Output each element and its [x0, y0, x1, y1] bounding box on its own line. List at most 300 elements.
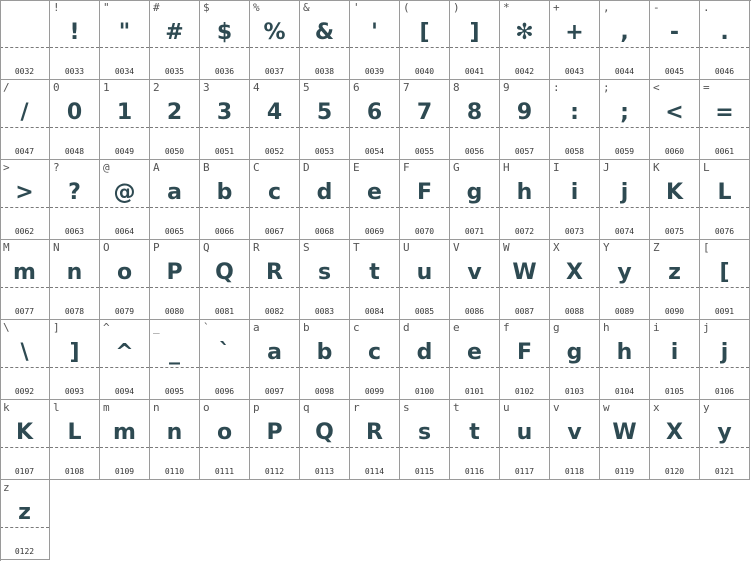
glyph-code: 0061	[714, 147, 735, 156]
glyph-cell-label: -	[653, 1, 660, 14]
glyph-cell	[250, 400, 300, 480]
glyph-cell	[600, 320, 650, 400]
glyph-code: 0120	[664, 467, 685, 476]
glyph-code: 0034	[114, 67, 135, 76]
glyph-sample: c	[367, 340, 382, 365]
glyph-cell-label: w	[603, 401, 610, 414]
glyph-cell	[600, 400, 650, 480]
glyph-cell-label: 2	[153, 81, 160, 94]
glyph-cell	[300, 400, 350, 480]
glyph-cell-label: 7	[403, 81, 410, 94]
glyph-code: 0082	[264, 307, 285, 316]
glyph-code: 0110	[164, 467, 185, 476]
glyph-cell	[300, 160, 350, 240]
glyph-sample: o	[116, 260, 133, 285]
glyph-baseline	[450, 127, 499, 128]
glyph-cell-label: =	[703, 81, 710, 94]
glyph-sample: ^	[115, 340, 134, 365]
glyph-cell-label: Y	[603, 241, 610, 254]
glyph-cell-label: g	[553, 321, 560, 334]
glyph-baseline	[350, 207, 399, 208]
glyph-baseline	[250, 287, 299, 288]
glyph-sample: &	[314, 20, 335, 45]
glyph-cell-label: ]	[53, 321, 60, 334]
glyph-code: 0093	[64, 387, 85, 396]
glyph-cell-label: A	[153, 161, 160, 174]
glyph-cell	[400, 160, 450, 240]
glyph-cell	[200, 160, 250, 240]
glyph-code: 0040	[414, 67, 435, 76]
glyph-baseline	[250, 47, 299, 48]
glyph-baseline	[400, 127, 449, 128]
glyph-cell	[200, 80, 250, 160]
glyph-code: 0092	[14, 387, 35, 396]
glyph-sample: Q	[215, 260, 234, 285]
glyph-sample: t	[369, 260, 380, 285]
glyph-cell-label: y	[703, 401, 710, 414]
glyph-code: 0091	[714, 307, 735, 316]
glyph-cell	[100, 160, 150, 240]
glyph-baseline	[50, 287, 99, 288]
glyph-sample: o	[216, 420, 233, 445]
glyph-sample: e	[367, 180, 382, 205]
glyph-cell-label: f	[503, 321, 510, 334]
glyph-code: 0111	[214, 467, 235, 476]
glyph-cell	[400, 240, 450, 320]
glyph-code: 0089	[614, 307, 635, 316]
glyph-code: 0037	[264, 67, 285, 76]
glyph-cell-label: u	[503, 401, 510, 414]
glyph-code: 0073	[564, 227, 585, 236]
glyph-cell	[450, 160, 500, 240]
glyph-cell-label: O	[103, 241, 110, 254]
glyph-cell	[600, 240, 650, 320]
glyph-cell	[400, 0, 450, 80]
glyph-baseline	[350, 367, 399, 368]
glyph-sample: F	[516, 340, 533, 365]
glyph-cell	[200, 0, 250, 80]
glyph-sample: [	[719, 260, 730, 285]
glyph-cell	[100, 320, 150, 400]
glyph-sample: c	[267, 180, 282, 205]
glyph-sample: 5	[316, 100, 333, 125]
glyph-cell	[50, 80, 100, 160]
glyph-baseline	[650, 47, 699, 48]
glyph-cell	[550, 240, 600, 320]
glyph-baseline	[50, 47, 99, 48]
glyph-cell	[650, 0, 700, 80]
glyph-cell-label: &	[303, 1, 310, 14]
glyph-cell-label: "	[103, 1, 110, 14]
glyph-baseline	[350, 127, 399, 128]
glyph-cell-label: n	[153, 401, 160, 414]
glyph-cell	[50, 320, 100, 400]
glyph-code: 0063	[64, 227, 85, 236]
glyph-cell-label: @	[103, 161, 110, 174]
glyph-cell	[0, 80, 50, 160]
glyph-code: 0059	[614, 147, 635, 156]
glyph-baseline	[0, 47, 49, 48]
glyph-sample: n	[166, 420, 183, 445]
glyph-sample: F	[416, 180, 433, 205]
glyph-cell-label: s	[403, 401, 410, 414]
glyph-code: 0090	[664, 307, 685, 316]
glyph-cell	[600, 160, 650, 240]
glyph-code: 0064	[114, 227, 135, 236]
glyph-sample: Q	[315, 420, 334, 445]
glyph-sample: _	[169, 340, 180, 365]
glyph-baseline	[0, 127, 49, 128]
glyph-sample: 4	[266, 100, 283, 125]
glyph-cell-label: R	[253, 241, 260, 254]
glyph-cell-label: J	[603, 161, 610, 174]
glyph-sample: j	[620, 180, 629, 205]
glyph-cell	[100, 240, 150, 320]
glyph-cell	[150, 320, 200, 400]
glyph-cell-label: :	[553, 81, 560, 94]
glyph-baseline	[200, 47, 249, 48]
glyph-cell	[100, 0, 150, 80]
glyph-code: 0084	[364, 307, 385, 316]
glyph-baseline	[150, 47, 199, 48]
glyph-code: 0117	[514, 467, 535, 476]
glyph-cell-label: F	[403, 161, 410, 174]
glyph-sample: ?	[68, 180, 81, 205]
glyph-baseline	[100, 47, 149, 48]
glyph-code: 0119	[614, 467, 635, 476]
glyph-sample: "	[118, 20, 131, 45]
glyph-code: 0086	[464, 307, 485, 316]
glyph-cell	[700, 0, 750, 80]
glyph-baseline	[550, 367, 599, 368]
glyph-cell	[400, 400, 450, 480]
glyph-baseline	[250, 367, 299, 368]
glyph-baseline	[200, 207, 249, 208]
glyph-baseline	[300, 207, 349, 208]
glyph-cell	[0, 320, 50, 400]
glyph-sample: b	[216, 180, 233, 205]
glyph-cell-label: Q	[203, 241, 210, 254]
glyph-cell	[450, 240, 500, 320]
glyph-cell-label: k	[3, 401, 10, 414]
glyph-cell-label: v	[553, 401, 560, 414]
glyph-code: 0083	[314, 307, 335, 316]
glyph-cell-label: t	[453, 401, 460, 414]
glyph-code: 0100	[414, 387, 435, 396]
glyph-sample: W	[612, 420, 637, 445]
glyph-cell-label: 3	[203, 81, 210, 94]
glyph-baseline	[50, 207, 99, 208]
glyph-cell-label: K	[653, 161, 660, 174]
glyph-sample: g	[466, 180, 483, 205]
glyph-cell	[0, 0, 50, 80]
glyph-cell	[650, 320, 700, 400]
glyph-baseline	[400, 287, 449, 288]
glyph-code: 0106	[714, 387, 735, 396]
glyph-code: 0074	[614, 227, 635, 236]
glyph-cell	[550, 320, 600, 400]
glyph-cell-label: Z	[653, 241, 660, 254]
glyph-baseline	[650, 207, 699, 208]
glyph-code: 0039	[364, 67, 385, 76]
glyph-cell	[250, 240, 300, 320]
glyph-cell-label: 5	[303, 81, 310, 94]
glyph-cell-label: N	[53, 241, 60, 254]
glyph-code: 0042	[514, 67, 535, 76]
glyph-sample: ;	[620, 100, 629, 125]
glyph-sample: L	[67, 420, 82, 445]
glyph-cell-label: 0	[53, 81, 60, 94]
glyph-code: 0033	[64, 67, 85, 76]
glyph-cell	[350, 400, 400, 480]
glyph-cell	[250, 80, 300, 160]
glyph-baseline	[500, 207, 549, 208]
glyph-cell	[500, 160, 550, 240]
glyph-sample: ]	[469, 20, 480, 45]
glyph-sample: K	[665, 180, 684, 205]
glyph-code: 0035	[164, 67, 185, 76]
glyph-cell	[0, 240, 50, 320]
glyph-cell	[700, 160, 750, 240]
glyph-cell-label: <	[653, 81, 660, 94]
glyph-sample: W	[512, 260, 537, 285]
glyph-code: 0104	[614, 387, 635, 396]
glyph-sample: s	[317, 260, 332, 285]
glyph-baseline	[300, 287, 349, 288]
glyph-code: 0068	[314, 227, 335, 236]
glyph-sample: m	[113, 420, 136, 445]
glyph-baseline	[500, 367, 549, 368]
glyph-code: 0051	[214, 147, 235, 156]
glyph-baseline	[600, 287, 649, 288]
glyph-sample: u	[516, 420, 533, 445]
glyph-cell-label: m	[103, 401, 110, 414]
glyph-sample: v	[567, 420, 582, 445]
glyph-baseline	[250, 447, 299, 448]
glyph-cell-label: 9	[503, 81, 510, 94]
glyph-baseline	[450, 47, 499, 48]
glyph-cell-label: 6	[353, 81, 360, 94]
glyph-baseline	[0, 207, 49, 208]
glyph-sample: 8	[466, 100, 483, 125]
glyph-code: 0094	[114, 387, 135, 396]
glyph-sample: 0	[66, 100, 83, 125]
glyph-baseline	[350, 287, 399, 288]
glyph-cell-label: '	[353, 1, 360, 14]
glyph-cell-label: e	[453, 321, 460, 334]
glyph-code: 0105	[664, 387, 685, 396]
glyph-sample: j	[720, 340, 729, 365]
glyph-baseline	[0, 367, 49, 368]
glyph-sample: ,	[620, 20, 629, 45]
glyph-code: 0077	[14, 307, 35, 316]
glyph-sample: s	[417, 420, 432, 445]
glyph-sample: L	[717, 180, 732, 205]
glyph-sample: <	[665, 100, 684, 125]
glyph-baseline	[250, 207, 299, 208]
glyph-sample: a	[167, 180, 182, 205]
glyph-cell	[400, 80, 450, 160]
glyph-baseline	[700, 207, 749, 208]
glyph-sample: !	[69, 20, 80, 45]
glyph-cell-label: W	[503, 241, 510, 254]
glyph-baseline	[50, 447, 99, 448]
glyph-cell	[0, 480, 50, 560]
glyph-sample: @	[113, 180, 136, 205]
glyph-code: 0070	[414, 227, 435, 236]
glyph-baseline	[700, 287, 749, 288]
glyph-cell	[150, 240, 200, 320]
glyph-code: 0076	[714, 227, 735, 236]
glyph-code: 0085	[414, 307, 435, 316]
glyph-cell	[350, 320, 400, 400]
glyph-baseline	[600, 447, 649, 448]
glyph-code: 0047	[14, 147, 35, 156]
glyph-cell	[50, 400, 100, 480]
glyph-cell	[150, 0, 200, 80]
glyph-baseline	[550, 287, 599, 288]
glyph-cell-label: X	[553, 241, 560, 254]
glyph-sample: e	[467, 340, 482, 365]
glyph-cell-label: _	[153, 321, 160, 334]
glyph-sample: 3	[216, 100, 233, 125]
glyph-sample: X	[666, 420, 683, 445]
glyph-cell-label: #	[153, 1, 160, 14]
glyph-code: 0065	[164, 227, 185, 236]
glyph-cell	[200, 320, 250, 400]
glyph-baseline	[400, 367, 449, 368]
glyph-cell-label: )	[453, 1, 460, 14]
glyph-baseline	[250, 127, 299, 128]
glyph-code: 0067	[264, 227, 285, 236]
glyph-cell	[400, 320, 450, 400]
glyph-sample: P	[166, 260, 183, 285]
glyph-sample: g	[566, 340, 583, 365]
glyph-cell	[50, 0, 100, 80]
glyph-sample: $	[216, 20, 233, 45]
glyph-cell	[0, 400, 50, 480]
glyph-baseline	[200, 127, 249, 128]
glyph-cell-label: L	[703, 161, 710, 174]
glyph-code: 0113	[314, 467, 335, 476]
glyph-baseline	[550, 207, 599, 208]
glyph-cell	[450, 400, 500, 480]
glyph-baseline	[600, 47, 649, 48]
glyph-cell	[450, 320, 500, 400]
glyph-cell	[550, 80, 600, 160]
glyph-sample: %	[263, 20, 286, 45]
glyph-cell-label: p	[253, 401, 260, 414]
glyph-cell-label: U	[403, 241, 410, 254]
glyph-code: 0097	[264, 387, 285, 396]
glyph-cell	[450, 0, 500, 80]
glyph-baseline	[500, 287, 549, 288]
glyph-baseline	[500, 47, 549, 48]
glyph-baseline	[100, 367, 149, 368]
glyph-code: 0087	[514, 307, 535, 316]
glyph-sample: 2	[166, 100, 183, 125]
glyph-sample: P	[266, 420, 283, 445]
glyph-cell-label: 8	[453, 81, 460, 94]
glyph-cell-label: q	[303, 401, 310, 414]
glyph-cell-label: \	[3, 321, 10, 334]
glyph-sample: >	[15, 180, 34, 205]
glyph-cell-label: I	[553, 161, 560, 174]
glyph-code: 0095	[164, 387, 185, 396]
glyph-cell	[500, 0, 550, 80]
glyph-sample: a	[267, 340, 282, 365]
glyph-code: 0081	[214, 307, 235, 316]
glyph-cell-label: P	[153, 241, 160, 254]
glyph-code: 0060	[664, 147, 685, 156]
glyph-baseline	[600, 367, 649, 368]
glyph-baseline	[300, 127, 349, 128]
glyph-sample: d	[416, 340, 433, 365]
glyph-sample: R	[366, 420, 383, 445]
glyph-cell	[500, 80, 550, 160]
glyph-cell-label: C	[253, 161, 260, 174]
glyph-cell-label: ;	[603, 81, 610, 94]
glyph-cell-label: o	[203, 401, 210, 414]
glyph-code: 0048	[64, 147, 85, 156]
glyph-cell-label: r	[353, 401, 360, 414]
glyph-baseline	[500, 447, 549, 448]
glyph-baseline	[400, 207, 449, 208]
glyph-sample: v	[467, 260, 482, 285]
glyph-cell	[550, 400, 600, 480]
glyph-code: 0036	[214, 67, 235, 76]
glyph-cell-label: >	[3, 161, 10, 174]
glyph-baseline	[450, 447, 499, 448]
glyph-baseline	[550, 127, 599, 128]
glyph-code: 0046	[714, 67, 735, 76]
glyph-cell-label: i	[653, 321, 660, 334]
glyph-sample: 6	[366, 100, 383, 125]
glyph-code: 0054	[364, 147, 385, 156]
glyph-baseline	[700, 367, 749, 368]
glyph-sample: /	[20, 100, 29, 125]
glyph-cell	[50, 160, 100, 240]
glyph-code: 0069	[364, 227, 385, 236]
glyph-cell	[650, 400, 700, 480]
glyph-cell	[250, 0, 300, 80]
grid-top-border	[0, 0, 751, 1]
glyph-sample: '	[371, 20, 378, 45]
glyph-code: 0043	[564, 67, 585, 76]
glyph-code: 0114	[364, 467, 385, 476]
glyph-cell-label: %	[253, 1, 260, 14]
glyph-code: 0098	[314, 387, 335, 396]
glyph-baseline	[150, 127, 199, 128]
glyph-cell	[700, 320, 750, 400]
glyph-baseline	[100, 287, 149, 288]
glyph-cell	[300, 320, 350, 400]
glyph-baseline	[100, 447, 149, 448]
glyph-cell-label: 4	[253, 81, 260, 94]
glyph-code: 0038	[314, 67, 335, 76]
glyph-code: 0103	[564, 387, 585, 396]
glyph-cell	[100, 80, 150, 160]
glyph-cell	[350, 160, 400, 240]
glyph-baseline	[550, 47, 599, 48]
glyph-baseline	[100, 127, 149, 128]
glyph-baseline	[350, 447, 399, 448]
glyph-code: 0050	[164, 147, 185, 156]
glyph-sample: n	[66, 260, 83, 285]
glyph-code: 0032	[14, 67, 35, 76]
glyph-cell	[550, 0, 600, 80]
glyph-code: 0108	[64, 467, 85, 476]
